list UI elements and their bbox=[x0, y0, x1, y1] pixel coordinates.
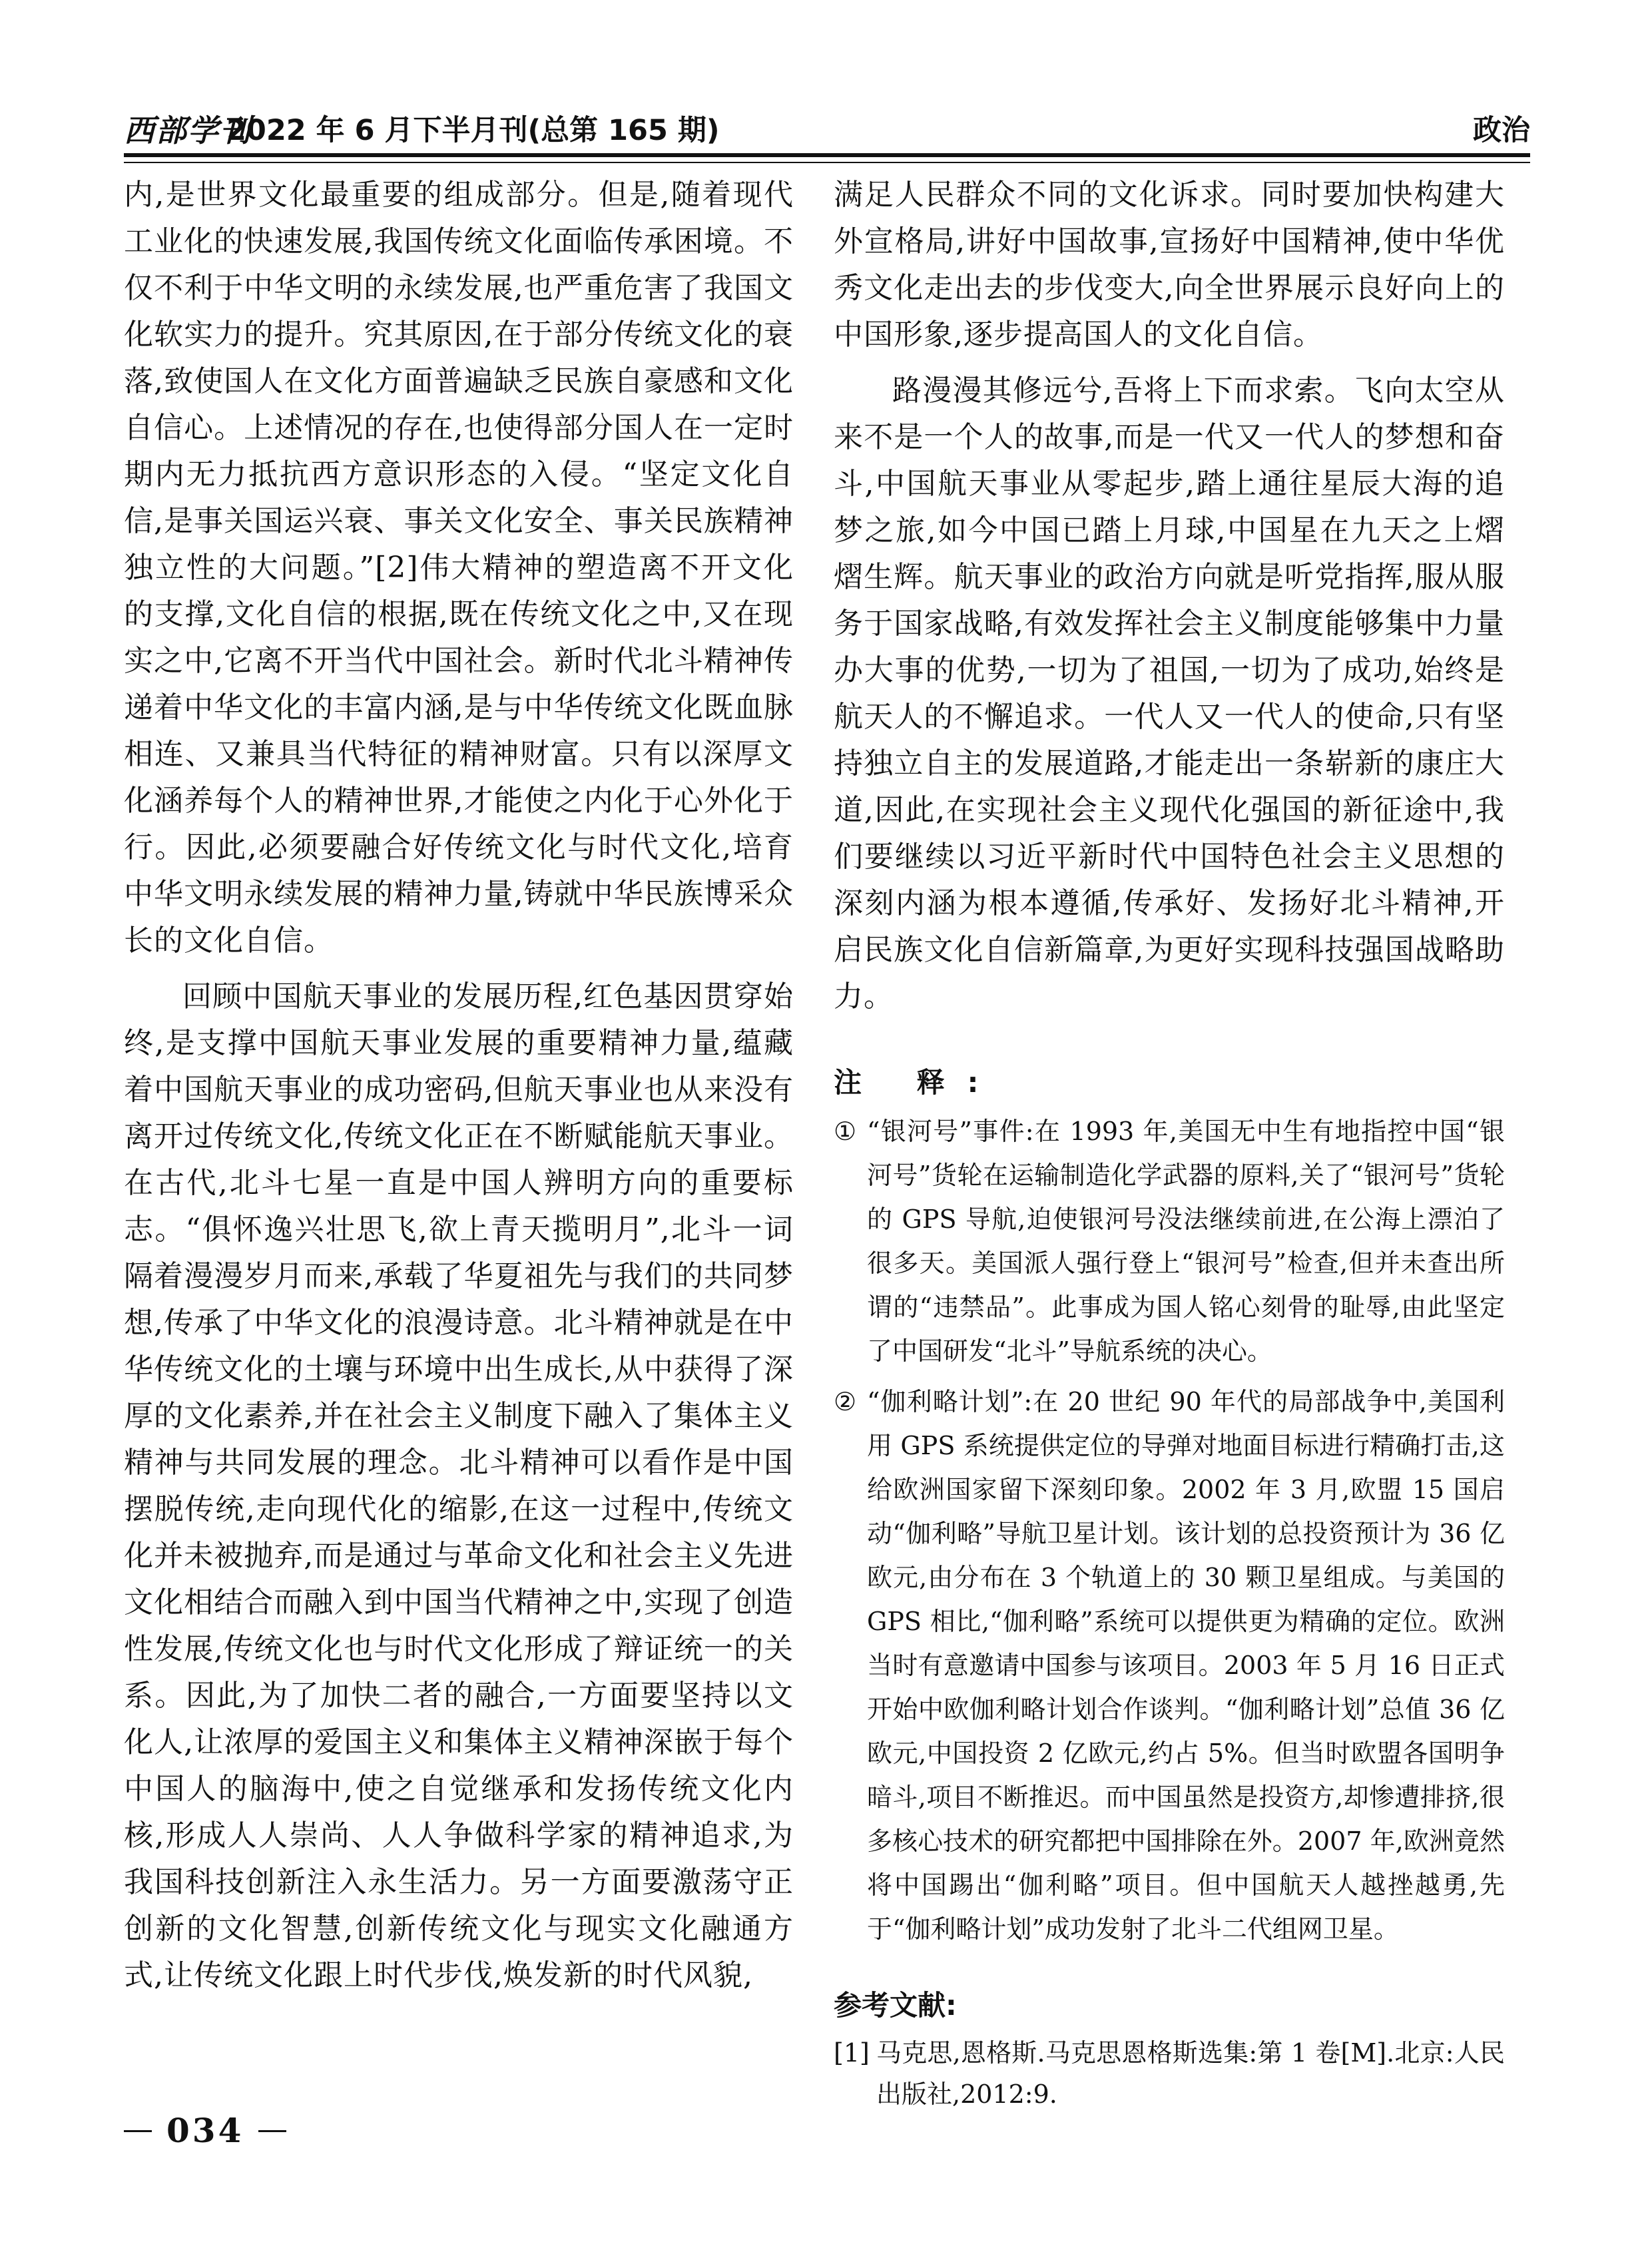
note-item bbox=[834, 1380, 1505, 1951]
reference-number: [1] bbox=[834, 2038, 870, 2068]
header-rule-thick bbox=[124, 153, 1530, 157]
footer-dash-left bbox=[124, 2130, 152, 2132]
note-text: “银河号”事件:在 1993 年,美国无中生有地指控中国“银河号”货轮在运输制造化学武器的原料,关了“银河号”货轮的 GPS 导航,迫使银河号没法继续前进,在公海上漂泊了很多天。美国派人强行登上“银河号”检查,但并未查出所谓的“违禁品”。此事成为国人铭心刻骨的耻辱,由此坚定了中国研发“北斗”导航系统的决心。 bbox=[867, 1117, 1505, 1366]
header-rule-thin bbox=[124, 162, 1530, 163]
body-paragraph: 回顾中国航天事业的发展历程,红色基因贯穿始终,是支撑中国航天事业发展的重要精神力量,蕴藏着中国航天事业的成功密码,但航天事业也从来没有离开过传统文化,传统文化正在不断赋能航天事业。在古代,北斗七星一直是中国人辨明方向的重要标志。“俱怀逸兴壮思飞,欲上青天揽明月”,北斗一词隔着漫漫岁月而来,承载了华夏祖先与我们的共同梦想,传承了中华文化的浪漫诗意。北斗精神就是在中华传统文化的土壤与环境中出生成长,从中获得了深厚的文化素养,并在社会主义制度下融入了集体主义精神与共同发展的理念。北斗精神可以看作是中国摆脱传统,走向现代化的缩影,在这一过程中,传统文化并未被抛弃,而是通过与革命文化和社会主义先进文化相结合而融入到中国当代精神之中,实现了创造性发展,传统文化也与时代文化形成了辩证统一的关系。因此,为了加快二者的融合,一方面要坚持以文化人,让浓厚的爱国主义和集体主义精神深嵌于每个中国人的脑海中,使之自觉继承和发扬传统文化内核,形成人人崇尚、人人争做科学家的精神追求,为我国科技创新注入永生活力。另一方面要激荡守正创新的文化智慧,创新传统文化与现实文化融通方式,让传统文化跟上时代步伐,焕发新的时代风貌, bbox=[124, 980, 794, 1992]
reference-text: 马克思,恩格斯.马克思恩格斯选集:第 1 卷[M].北京:人民出版社,2012:9. bbox=[876, 2038, 1505, 2109]
journal-name: 西部学刊 bbox=[124, 113, 252, 148]
note-text: “伽利略计划”:在 20 世纪 90 年代的局部战争中,美国利用 GPS 系统提供定位的导弹对地面目标进行精确打击,这给欧洲国家留下深刻印象。2002 年 3 月,欧盟 15 国启动“伽利略”导航卫星计划。该计划的总投资预计为 36 亿欧元,由分布在 3 个轨道上的 30 颗卫星组成。与美国的 GPS 相比,“伽利略”系统可以提供更为精确的定位。欧洲当时有意邀请中国参与该项目。2003 年 5 月 16 日正式开始中欧伽利略计划合作谈判。“伽利略计划”总值 36 亿欧元,中国投资 2 亿欧元,约占 5%。但当时欧盟各国明争暗斗,项目不断推迟。而中国虽然是投资方,却惨遭排挤,很多核心技术的研究都把中国排除在外。2007 年,欧洲竟然将中国踢出“伽利略”项目。但中国航天人越挫越勇,先于“伽利略计划”成功发射了北斗二代组网卫星。 bbox=[867, 1387, 1505, 1944]
section-name: 政治 bbox=[1473, 114, 1530, 147]
page-number: 034 bbox=[166, 2111, 244, 2150]
notes-heading: 注 释: bbox=[834, 1066, 1001, 1099]
note-number: ① bbox=[834, 1117, 857, 1146]
references-heading: 参考文献: bbox=[834, 1989, 957, 2022]
page-footer bbox=[124, 2107, 286, 2154]
body-paragraph: 内,是世界文化最重要的组成部分。但是,随着现代工业化的快速发展,我国传统文化面临传承困境。不仅不利于中华文明的永续发展,也严重危害了我国文化软实力的提升。究其原因,在于部分传统文化的衰落,致使国人在文化方面普遍缺乏民族自豪感和文化自信心。上述情况的存在,也使得部分国人在一定时期内无力抵抗西方意识形态的入侵。“坚定文化自信,是事关国运兴衰、事关文化安全、事关民族精神独立性的大问题。”[2]伟大精神的塑造离不开文化的支撑,文化自信的根据,既在传统文化之中,又在现实之中,它离不开当代中国社会。新时代北斗精神传递着中华文化的丰富内涵,是与中华传统文化既血脉相连、又兼具当代特征的精神财富。只有以深厚文化涵养每个人的精神世界,才能使之内化于心外化于行。因此,必须要融合好传统文化与时代文化,培育中华文明永续发展的精神力量,铸就中华民族博采众长的文化自信。 bbox=[124, 178, 794, 958]
body-paragraph: 路漫漫其修远兮,吾将上下而求索。飞向太空从来不是一个人的故事,而是一代又一代人的梦想和奋斗,中国航天事业从零起步,踏上通往星辰大海的追梦之旅,如今中国已踏上月球,中国星在九天之上熠熠生辉。航天事业的政治方向就是听党指挥,服从服务于国家战略,有效发挥社会主义制度能够集中力量办大事的优势,一切为了祖国,一切为了成功,始终是航天人的不懈追求。一代人又一代人的使命,只有坚持独立自主的发展道路,才能走出一条崭新的康庄大道,因此,在实现社会主义现代化强国的新征途中,我们要继续以习近平新时代中国特色社会主义思想的深刻内涵为根本遵循,传承好、发扬好北斗精神,开启民族文化自信新篇章,为更好实现科技强国战略助力。 bbox=[834, 374, 1505, 1013]
left-column bbox=[124, 172, 794, 1999]
note-number: ② bbox=[834, 1387, 857, 1416]
footer-dash-right bbox=[258, 2130, 286, 2132]
note-item bbox=[834, 1109, 1505, 1373]
page-header bbox=[124, 108, 1530, 156]
body-paragraph: 满足人民群众不同的文化诉求。同时要加快构建大外宣格局,讲好中国故事,宣扬好中国精神,使中华优秀文化走出去的步伐变大,向全世界展示良好向上的中国形象,逐步提高国人的文化自信。 bbox=[834, 178, 1505, 352]
issue-info: 2022 年 6 月下半月刊(总第 165 期) bbox=[226, 114, 720, 147]
right-column bbox=[834, 172, 1505, 2115]
reference-item bbox=[834, 2032, 1505, 2115]
